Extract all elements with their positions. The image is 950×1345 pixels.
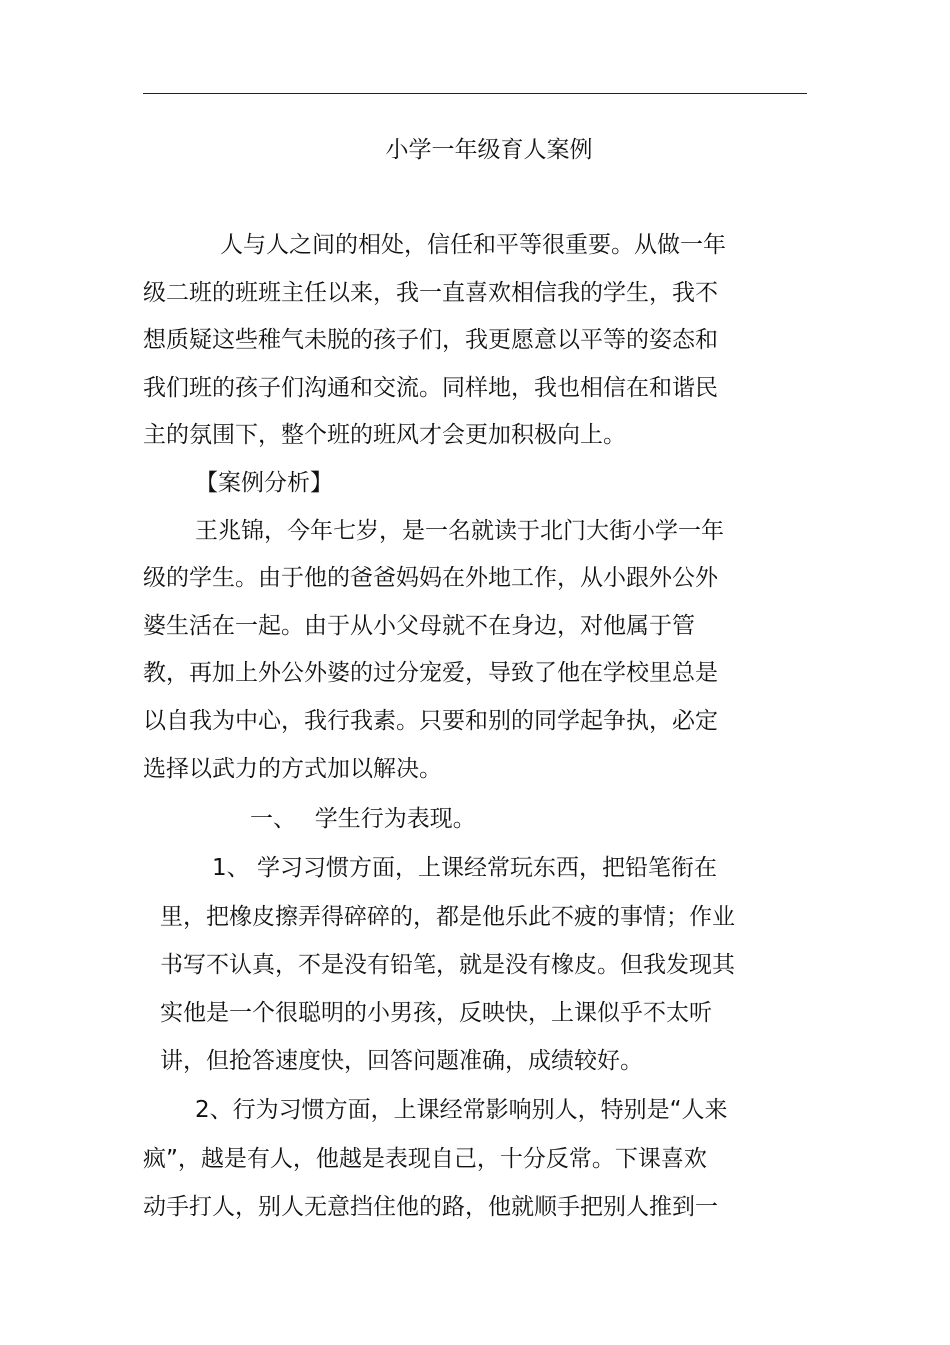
text-line: 教，再加上外公外婆的过分宠爱，导致了他在学校里总是 (143, 660, 718, 686)
text-line: 动手打人，别人无意挡住他的路，他就顺手把别人推到一 (143, 1194, 718, 1220)
text-line: 里，把橡皮擦弄得碎碎的，都是他乐此不疲的事情；作业 (160, 904, 735, 930)
document-title: 小学一年级育人案例 (385, 137, 593, 163)
text-line: 1、 学习习惯方面，上课经常玩东西，把铅笔衔在 (212, 855, 717, 881)
text-line: 疯”，越是有人，他越是表现自己，十分反常。下课喜欢 (143, 1146, 707, 1172)
text-line: 婆生活在一起。由于从小父母就不在身边，对他属于管 (143, 613, 695, 639)
text-line: 主的氛围下，整个班的班风才会更加积极向上。 (143, 422, 626, 448)
text-line: 选择以武力的方式加以解决。 (143, 756, 442, 782)
numbered-heading: 一、 学生行为表现。 (250, 806, 476, 832)
text-line: 人与人之间的相处，信任和平等很重要。从做一年 (220, 232, 726, 258)
text-line: 实他是一个很聪明的小男孩，反映快，上课似乎不太听 (160, 1000, 712, 1026)
text-line: 2、行为习惯方面，上课经常影响别人，特别是“人来 (195, 1097, 728, 1123)
text-line: 书写不认真，不是没有铅笔，就是没有橡皮。但我发现其 (160, 952, 735, 978)
section-heading: 【案例分析】 (195, 470, 333, 496)
text-line: 以自我为中心，我行我素。只要和别的同学起争执，必定 (143, 708, 718, 734)
text-line: 级的学生。由于他的爸爸妈妈在外地工作，从小跟外公外 (143, 565, 718, 591)
text-line: 讲，但抢答速度快，回答问题准确，成绩较好。 (160, 1048, 643, 1074)
header-rule (143, 93, 807, 94)
text-line: 级二班的班班主任以来，我一直喜欢相信我的学生，我不 (143, 280, 718, 306)
text-line: 王兆锦，今年七岁，是一名就读于北门大街小学一年 (195, 518, 724, 544)
text-line: 想质疑这些稚气未脱的孩子们，我更愿意以平等的姿态和 (143, 327, 718, 353)
text-line: 我们班的孩子们沟通和交流。同样地，我也相信在和谐民 (143, 375, 718, 401)
